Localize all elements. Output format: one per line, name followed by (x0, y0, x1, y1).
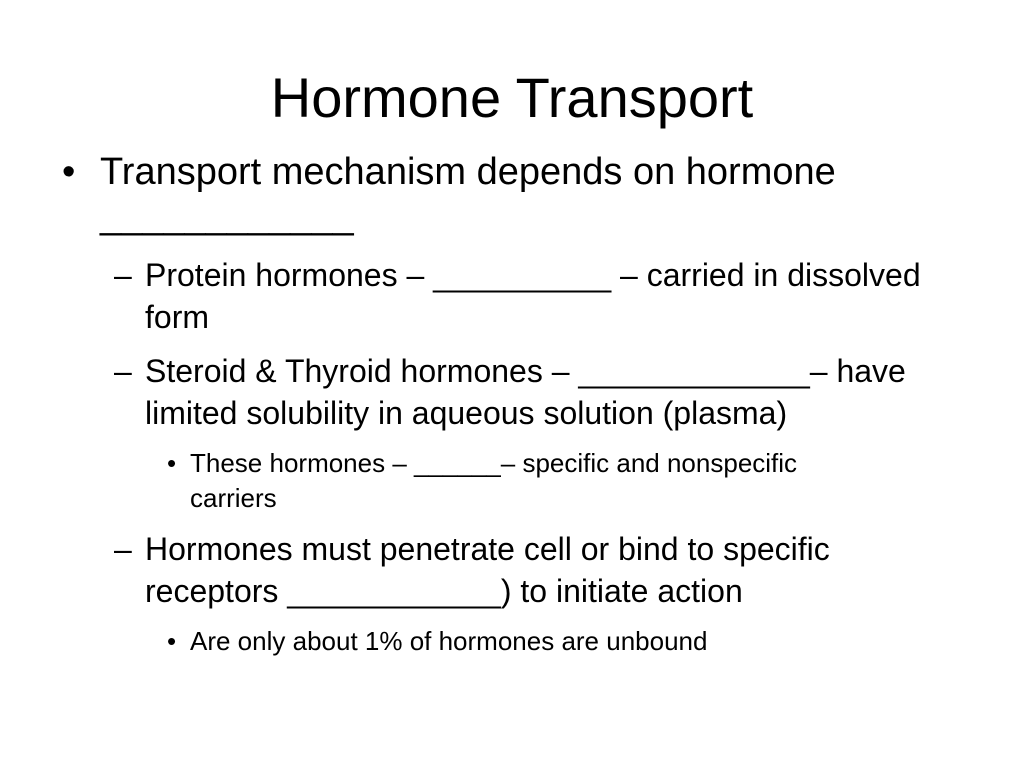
slide-title: Hormone Transport (270, 66, 754, 129)
bullet-hormones-must-penetrate (0, 528, 1024, 624)
bullet-text: Steroid & Thyroid hormones – _____________– have limited solubility in aqueous solution (plasma) (145, 353, 906, 431)
bullet-text: Transport mechanism depends on hormone ____________ (100, 151, 836, 237)
bullet-protein-hormones (0, 254, 1024, 350)
dash-marker: – (114, 531, 132, 567)
bullet-steroid-thyroid-hormones (0, 350, 1024, 446)
dash-marker: – (114, 353, 132, 389)
slide-body (0, 150, 1024, 671)
bullet-text: Hormones must penetrate cell or bind to specific receptors ____________) to initiate action (145, 531, 830, 609)
bullet-text: These hormones – ______– specific and nonspecific carriers (190, 448, 798, 513)
bullet-text: Are only about 1% of hormones are unbound (190, 626, 708, 656)
dash-marker: – (114, 257, 132, 293)
bullet-marker: • (167, 626, 177, 656)
bullet-marker: • (62, 151, 76, 193)
bullet-text: Protein hormones – __________ – carried in dissolved form (145, 257, 921, 335)
bullet-transport-mechanism (0, 150, 1024, 254)
bullet-these-hormones-carriers (0, 446, 1024, 528)
bullet-marker: • (167, 448, 177, 478)
bullet-unbound-hormones (0, 624, 1024, 671)
